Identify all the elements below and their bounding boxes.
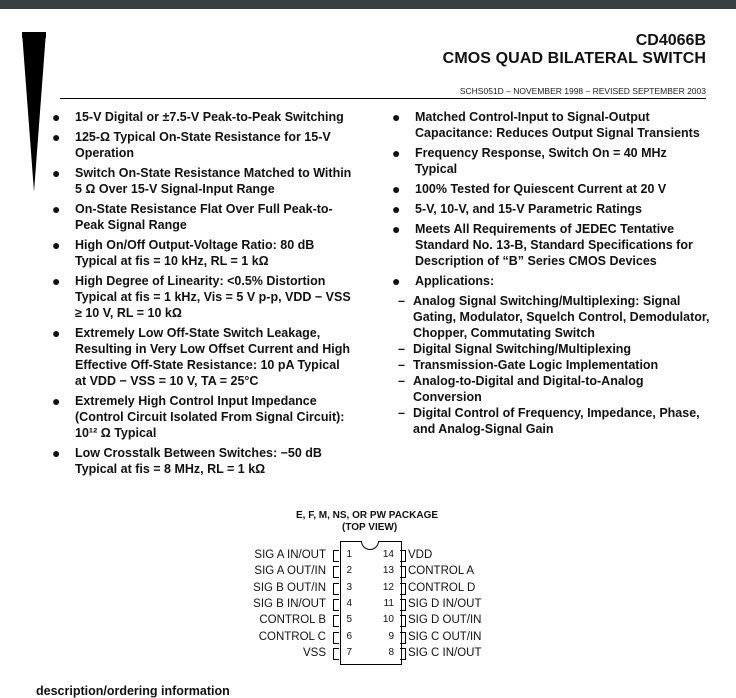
- header-rule: [60, 98, 706, 99]
- pin-right: 8 SIG C IN/OUT: [388, 647, 482, 659]
- part-number: CD4066B: [635, 32, 706, 49]
- pin-left: CONTROL C 6: [258, 631, 352, 643]
- application-item: – Digital Control of Frequency, Impedance, Phase, and Analog-Signal Gain: [398, 406, 700, 436]
- feature-item-applications: ● Applications:: [392, 273, 495, 289]
- feature-item: ● 15-V Digital or ±7.5-V Peak-to-Peak Switching: [52, 109, 344, 125]
- pin-right: 9 SIG C OUT/IN: [388, 631, 482, 643]
- pin-left: SIG A IN/OUT 1: [254, 549, 352, 561]
- application-item: – Analog-to-Digital and Digital-to-Analog Conversion: [398, 374, 644, 404]
- pin-right: 12 CONTROL D: [382, 582, 476, 594]
- section-heading: description/ordering information: [36, 684, 230, 698]
- pin-left: VSS 7: [302, 647, 352, 659]
- pin-left: CONTROL B 5: [259, 614, 352, 626]
- package-view: (TOP VIEW): [342, 522, 398, 533]
- feature-item: ● High Degree of Linearity: <0.5% Distortion Typical at fis = 1 kHz, Vis = 5 V p-p, VDD − VSS ≥ 10 V, RL = 10 kΩ: [52, 273, 351, 320]
- feature-item: ● On-State Resistance Flat Over Full Peak-to-Peak Signal Range: [52, 201, 333, 232]
- features-right: [392, 109, 712, 437]
- pin-right: 14 VDD: [382, 549, 433, 561]
- page-marker-wedge: [22, 32, 46, 192]
- pin-right: 11 SIG D IN/OUT: [383, 598, 482, 610]
- feature-item: ● Meets All Requirements of JEDEC Tentative Standard No. 13-B, Standard Specifications for Description of “B” Series CMOS Devices: [392, 221, 693, 268]
- top-bar: [0, 0, 736, 9]
- feature-item: ● Matched Control-Input to Signal-Output Capacitance: Reduces Output Signal Transients: [392, 109, 700, 140]
- feature-item: ● Switch On-State Resistance Matched to Within 5 Ω Over 15-V Signal-Input Range: [52, 165, 352, 196]
- package-title: E, F, M, NS, OR PW PACKAGE: [296, 510, 439, 521]
- application-item: – Transmission-Gate Logic Implementation: [398, 358, 659, 372]
- document-id: SCHS051D – NOVEMBER 1998 – REVISED SEPTEMBER 2003: [459, 86, 706, 96]
- pin-right: 13 CONTROL A: [382, 565, 475, 577]
- pin-right: 10 SIG D OUT/IN: [382, 614, 482, 626]
- feature-item: ● Frequency Response, Switch On = 40 MHz Typical: [392, 145, 667, 176]
- feature-item: ● 125-Ω Typical On-State Resistance for 15-V Operation: [52, 129, 331, 160]
- feature-item: ● High On/Off Output-Voltage Ratio: 80 dB Typical at fis = 10 kHz, RL = 1 kΩ: [52, 237, 315, 268]
- pin-left: SIG A OUT/IN 2: [254, 565, 352, 577]
- pin-left: SIG B IN/OUT 4: [253, 598, 352, 610]
- feature-item: ● 100% Tested for Quiescent Current at 20 V: [392, 181, 667, 197]
- application-item: – Digital Signal Switching/Multiplexing: [398, 342, 632, 356]
- document-title: CMOS QUAD BILATERAL SWITCH: [442, 50, 706, 67]
- feature-item: ● Extremely Low Off-State Switch Leakage, Resulting in Very Low Offset Current and High Effective Off-State Resistance: 10 pA Typical at VDD − VSS = 10 V, TA = 25°C: [52, 325, 351, 388]
- feature-item: ● Extremely High Control Input Impedance (Control Circuit Isolated From Signal Circuit): 10¹² Ω Typical: [52, 393, 345, 440]
- pin-left: SIG B OUT/IN 3: [253, 582, 352, 594]
- feature-item: ● Low Crosstalk Between Switches: −50 dB Typical at fis = 8 MHz, RL = 1 kΩ: [52, 445, 322, 476]
- feature-item: ● 5-V, 10-V, and 15-V Parametric Ratings: [392, 201, 642, 217]
- features-left: [52, 109, 352, 481]
- application-item: – Analog Signal Switching/Multiplexing: Signal Gating, Modulator, Squelch Control, Demodulator, Chopper, Commutating Switch: [398, 294, 710, 340]
